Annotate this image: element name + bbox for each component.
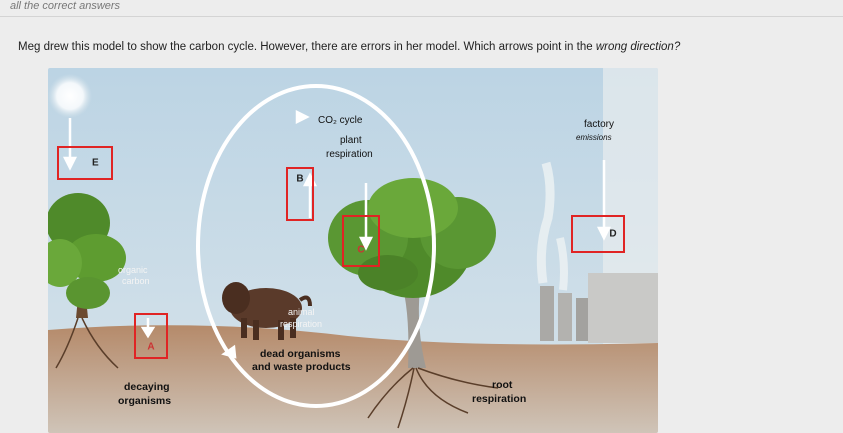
label-animal-respiration: respiration [280, 319, 323, 329]
label-animal: animal [288, 307, 315, 317]
label-organisms: organisms [118, 395, 172, 407]
box-b-letter: B [296, 173, 304, 185]
label-root-respiration: respiration [472, 393, 527, 405]
box-c-letter: C [357, 244, 365, 256]
label-plant-respiration: respiration [326, 149, 373, 160]
label-co2-cycle: CO₂ cycle [318, 115, 363, 126]
label-dead-organisms: dead organisms [260, 348, 341, 360]
sun-icon [48, 74, 92, 118]
carbon-cycle-diagram [48, 68, 658, 433]
question-emphasis: wrong direction? [595, 41, 681, 53]
box-d[interactable] [571, 215, 625, 253]
instruction-text: all the correct answers [10, 0, 121, 12]
label-root: root [492, 379, 513, 391]
label-waste-products: and waste products [252, 361, 351, 373]
box-c[interactable] [342, 215, 380, 267]
question-text [18, 41, 680, 53]
divider [0, 16, 843, 17]
question-main: Meg drew this model to show the carbon cycle. However, there are errors in her model. Which arrows point in the [18, 41, 596, 53]
label-carbon: carbon [122, 276, 150, 286]
label-factory-emissions: emissions [576, 133, 612, 142]
box-a-letter: A [147, 341, 155, 352]
box-b[interactable] [286, 167, 314, 221]
box-d-letter: D [609, 228, 617, 240]
box-a[interactable] [134, 313, 168, 359]
label-decaying: decaying [124, 381, 170, 393]
box-e[interactable] [57, 146, 113, 180]
label-factory: factory [584, 119, 615, 130]
box-e-letter: E [92, 157, 99, 169]
label-plant: plant [340, 135, 362, 146]
label-organic: organic [118, 265, 148, 275]
